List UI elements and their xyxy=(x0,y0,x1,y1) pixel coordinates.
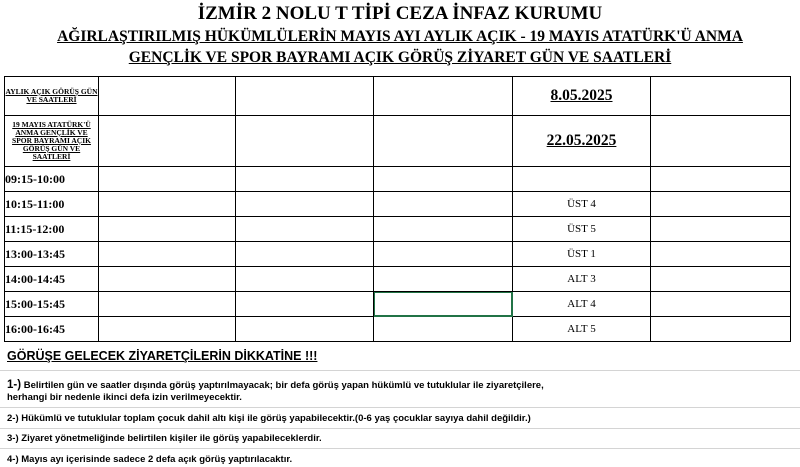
monthly-visit-label: AYLIK AÇIK GÖRÜŞ GÜN VE SAATLERİ xyxy=(5,77,99,116)
empty-cell[interactable] xyxy=(99,317,236,342)
ward-assignment[interactable] xyxy=(513,167,651,192)
ward-assignment[interactable]: ALT 3 xyxy=(513,267,651,292)
notice-item-number: 3-) xyxy=(7,433,19,444)
notice-item-text: Hükümlü ve tutuklular toplam çocuk dahil altı kişi ile görüş yapabilecektir.(0-6 yaş çocuklar sayıya dahil değildir.) xyxy=(18,413,531,424)
time-slot[interactable]: 11:15-12:00 xyxy=(5,217,99,242)
empty-cell[interactable] xyxy=(374,77,513,116)
empty-cell[interactable] xyxy=(651,77,791,116)
notice-item-text: Ziyaret yönetmeliğinde belirtilen kişiler ile görüş yapabileceklerdir. xyxy=(18,433,322,444)
empty-cell[interactable] xyxy=(651,217,791,242)
notice-item-number: 4-) xyxy=(7,454,19,465)
time-slot[interactable]: 09:15-10:00 xyxy=(5,167,99,192)
divider xyxy=(0,428,800,429)
empty-cell[interactable] xyxy=(651,242,791,267)
notice-item-text-continued: herhangi bir nedenle ikinci defa izin verilmeyecektir. xyxy=(7,392,242,403)
empty-cell[interactable] xyxy=(374,317,513,342)
notice-item xyxy=(7,379,544,404)
empty-cell[interactable] xyxy=(99,242,236,267)
time-slot[interactable]: 16:00-16:45 xyxy=(5,317,99,342)
empty-cell[interactable] xyxy=(99,192,236,217)
divider xyxy=(0,407,800,408)
empty-cell[interactable] xyxy=(651,167,791,192)
divider xyxy=(0,370,800,371)
notice-item-number: 1-) xyxy=(7,379,22,391)
notice-item-number: 2-) xyxy=(7,413,19,424)
empty-cell[interactable] xyxy=(99,217,236,242)
schedule-subtitle-line1: AĞIRLAŞTIRILMIŞ HÜKÜMLÜLERİN MAYIS AYI AYLIK AÇIK - 19 MAYIS ATATÜRK'Ü ANMA xyxy=(57,28,743,45)
empty-cell[interactable] xyxy=(236,77,374,116)
divider xyxy=(0,448,800,449)
monthly-visit-row xyxy=(5,77,791,116)
time-row xyxy=(5,292,791,317)
notice-item xyxy=(7,433,322,445)
time-slot[interactable]: 14:00-14:45 xyxy=(5,267,99,292)
time-row xyxy=(5,167,791,192)
ward-assignment[interactable]: ÜST 4 xyxy=(513,192,651,217)
ward-assignment[interactable]: ALT 5 xyxy=(513,317,651,342)
empty-cell[interactable] xyxy=(236,317,374,342)
notice-heading: GÖRÜŞE GELECEK ZİYARETÇİLERİN DİKKATİNE !!! xyxy=(7,349,318,363)
empty-cell[interactable] xyxy=(651,292,791,317)
notice-item-text: Mayıs ayı içerisinde sadece 2 defa açık görüş yaptırılacaktır. xyxy=(18,454,293,465)
may19-visit-label: 19 MAYIS ATATÜRK'Ü ANMA GENÇLİK VE SPOR BAYRAMI AÇIK GÖRÜŞ GÜN VE SAATLERİ xyxy=(5,116,99,167)
ward-assignment[interactable]: ÜST 1 xyxy=(513,242,651,267)
empty-cell[interactable] xyxy=(651,317,791,342)
empty-cell[interactable] xyxy=(236,267,374,292)
time-slot[interactable]: 10:15-11:00 xyxy=(5,192,99,217)
visit-schedule-table xyxy=(4,76,791,342)
may19-visit-date[interactable]: 22.05.2025 xyxy=(513,116,651,167)
ward-assignment[interactable]: ALT 4 xyxy=(513,292,651,317)
schedule-subtitle-line2: GENÇLİK VE SPOR BAYRAMI AÇIK GÖRÜŞ ZİYARET GÜN VE SAATLERİ xyxy=(128,49,672,66)
monthly-visit-date[interactable]: 8.05.2025 xyxy=(513,77,651,116)
empty-cell[interactable] xyxy=(236,167,374,192)
empty-cell[interactable] xyxy=(374,116,513,167)
empty-cell[interactable] xyxy=(236,116,374,167)
ward-assignment[interactable]: ÜST 5 xyxy=(513,217,651,242)
empty-cell[interactable] xyxy=(99,77,236,116)
empty-cell[interactable] xyxy=(374,167,513,192)
notice-item xyxy=(7,454,292,466)
empty-cell[interactable] xyxy=(651,192,791,217)
empty-cell[interactable] xyxy=(236,242,374,267)
empty-cell[interactable] xyxy=(651,116,791,167)
time-row xyxy=(5,192,791,217)
empty-cell[interactable] xyxy=(374,267,513,292)
time-slot[interactable]: 15:00-15:45 xyxy=(5,292,99,317)
empty-cell[interactable] xyxy=(99,167,236,192)
time-row xyxy=(5,242,791,267)
time-row xyxy=(5,267,791,292)
empty-cell[interactable] xyxy=(651,267,791,292)
empty-cell[interactable] xyxy=(374,217,513,242)
empty-cell[interactable] xyxy=(374,242,513,267)
notice-item xyxy=(7,413,531,425)
empty-cell[interactable] xyxy=(374,192,513,217)
time-row xyxy=(5,317,791,342)
time-row xyxy=(5,217,791,242)
empty-cell[interactable] xyxy=(99,267,236,292)
empty-cell[interactable] xyxy=(99,116,236,167)
time-slot[interactable]: 13:00-13:45 xyxy=(5,242,99,267)
empty-cell[interactable] xyxy=(236,192,374,217)
notice-item-text: Belirtilen gün ve saatler dışında görüş yaptırılmayacak; bir defa görüş yapan hükümlü ve tutuklular ile ziyaretçilere, xyxy=(21,380,544,391)
empty-cell[interactable] xyxy=(236,292,374,317)
institution-title: İZMİR 2 NOLU T TİPİ CEZA İNFAZ KURUMU xyxy=(197,3,603,24)
empty-cell[interactable] xyxy=(99,292,236,317)
empty-cell[interactable] xyxy=(236,217,374,242)
selected-cell[interactable] xyxy=(374,292,513,317)
may19-visit-row xyxy=(5,116,791,167)
